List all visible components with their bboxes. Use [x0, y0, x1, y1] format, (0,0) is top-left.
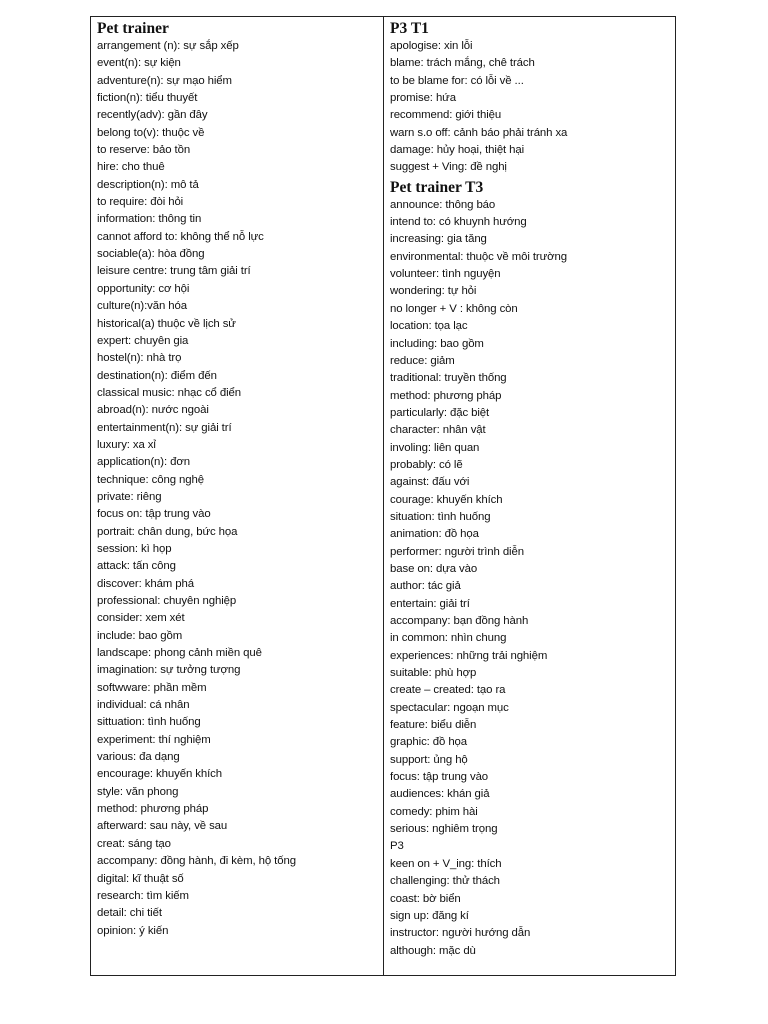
pet-trainer-t3-entry-list — [390, 197, 675, 960]
vocab-entry: private: riêng — [97, 490, 162, 503]
vocab-entry: research: tìm kiếm — [97, 889, 189, 902]
vocab-entry: individual: cá nhân — [97, 699, 190, 712]
vocab-entry: historical(a) thuộc về lịch sử — [97, 317, 236, 330]
vocab-entry: destination(n): điểm đến — [97, 369, 217, 382]
vocab-entry: reduce: giảm — [390, 354, 455, 367]
p3-t1-heading: P3 T1 — [390, 20, 429, 37]
vocab-entry: discover: khám phá — [97, 577, 194, 590]
vocab-entry: blame: trách mắng, chê trách — [390, 57, 535, 70]
vocab-entry: focus: tập trung vào — [390, 771, 489, 784]
vocab-entry: apologise: xin lỗi — [390, 40, 473, 52]
vocab-entry: attack: tấn công — [97, 560, 176, 573]
vocab-entry: entertainment(n): sự giải trí — [97, 421, 232, 434]
vocab-entry: culture(n):văn hóa — [97, 300, 188, 313]
vocab-entry: environmental: thuộc về môi trường — [390, 250, 567, 263]
vocab-entry: creat: sáng tạo — [97, 837, 171, 850]
vocab-entry: sign up: đăng kí — [390, 909, 469, 922]
vocab-entry: experiences: những trải nghiệm — [390, 649, 548, 662]
left-entry-list — [97, 38, 383, 940]
vocab-entry: volunteer: tình nguyện — [390, 268, 501, 281]
vocab-entry: sittuation: tình huống — [97, 716, 201, 729]
vocab-entry: spectacular: ngoạn mục — [390, 701, 509, 714]
vocab-entry: belong to(v): thuộc về — [97, 126, 205, 139]
vocab-entry: involing: liên quan — [390, 441, 480, 454]
vocab-entry: probably: có lẽ — [390, 458, 463, 471]
vocab-entry: audiences: khán giả — [390, 788, 490, 801]
vocab-entry: character: nhân vật — [390, 424, 486, 437]
vocab-entry: portrait: chân dung, bức họa — [97, 525, 238, 538]
vocab-entry: technique: công nghệ — [97, 473, 204, 486]
vocab-entry: challenging: thử thách — [390, 875, 500, 888]
vocab-entry: experiment: thí nghiệm — [97, 733, 211, 746]
vocab-entry: accompany: bạn đồng hành — [390, 615, 529, 627]
vocab-entry: graphic: đồ họa — [390, 736, 468, 749]
vocab-entry: consider: xem xét — [97, 612, 185, 625]
vocab-entry: location: tọa lạc — [390, 320, 468, 333]
vocab-entry: leisure centre: trung tâm giải trí — [97, 265, 251, 278]
vocab-entry: landscape: phong cảnh miền quê — [97, 647, 262, 660]
vocab-entry: classical music: nhạc cổ điển — [97, 386, 241, 399]
vocab-entry: adventure(n): sự mạo hiểm — [97, 74, 232, 87]
vocab-entry: comedy: phim hài — [390, 805, 478, 818]
vocab-entry: afterward: sau này, về sau — [97, 820, 228, 833]
vocab-entry: style: văn phong — [97, 785, 179, 798]
vocab-entry: wondering: tự hỏi — [390, 285, 477, 298]
vocab-entry: accompany: đồng hành, đi kèm, hộ tống — [97, 855, 296, 868]
vocab-entry: coast: bờ biển — [390, 892, 461, 905]
vocab-entry: imagination: sự tưởng tượng — [97, 664, 241, 677]
vocab-entry: suggest + Ving: đề nghị — [390, 161, 507, 174]
vocab-entry: to require: đòi hỏi — [97, 196, 184, 209]
vocab-entry: intend to: có khuynh hướng — [390, 216, 527, 229]
vocab-entry: damage: hủy hoại, thiệt hại — [390, 144, 525, 157]
vocab-entry: suitable: phù hợp — [390, 667, 477, 680]
vocab-entry: including: bao gồm — [390, 337, 484, 350]
vocab-entry: keen on + V_ing: thích — [390, 857, 502, 870]
vocab-entry: information: thông tin — [97, 213, 202, 226]
vocab-entry: base on: dựa vào — [390, 562, 478, 575]
vocab-entry: session: kì họp — [97, 542, 172, 555]
vocab-entry: courage: khuyến khích — [390, 493, 503, 506]
vocab-entry: include: bao gồm — [97, 629, 183, 642]
vocab-entry: serious: nghiêm trọng — [390, 823, 498, 836]
vocab-entry: hostel(n): nhà trọ — [97, 352, 182, 365]
vocab-entry: promise: hứa — [390, 92, 456, 105]
vocab-entry: arrangement (n): sự sắp xếp — [97, 40, 239, 52]
vocabulary-table — [90, 16, 676, 976]
vocab-entry: instructor: người hướng dẫn — [390, 927, 531, 940]
vocab-entry: no longer + V : không còn — [390, 302, 518, 315]
vocab-entry: cannot afford to: không thể nỗ lực — [97, 230, 264, 243]
vocab-entry: method: phương pháp — [97, 803, 209, 816]
vocab-entry: increasing: gia tăng — [390, 233, 487, 246]
vocab-entry: entertain: giải trí — [390, 597, 470, 610]
vocab-entry: recommend: giới thiệu — [390, 109, 502, 122]
vocab-entry: although: mặc dù — [390, 944, 476, 957]
vocab-entry: situation: tình huống — [390, 510, 491, 523]
vocab-entry: description(n): mô tả — [97, 178, 199, 191]
vocab-entry: sociable(a): hòa đồng — [97, 248, 205, 261]
vocab-entry: event(n): sự kiện — [97, 57, 181, 70]
vocab-entry: luxury: xa xỉ — [97, 438, 156, 451]
vocab-entry: opinion: ý kiến — [97, 924, 169, 937]
vocab-entry: to be blame for: có lỗi về ... — [390, 74, 524, 87]
vocab-entry: in common: nhìn chung — [390, 632, 507, 645]
vocab-entry: method: phương pháp — [390, 389, 502, 402]
left-column — [91, 17, 384, 975]
vocab-entry: author: tác giả — [390, 580, 461, 593]
vocab-entry: abroad(n): nước ngoài — [97, 404, 209, 417]
vocab-entry: expert: chuyên gia — [97, 334, 189, 347]
vocab-entry: detail: chi tiết — [97, 907, 162, 920]
vocab-entry: application(n): đơn — [97, 456, 190, 469]
pet-trainer-t3-heading: Pet trainer T3 — [390, 178, 484, 196]
vocab-entry: to reserve: bảo tồn — [97, 144, 191, 157]
vocab-entry: support: ủng hộ — [390, 753, 468, 766]
vocab-entry: opportunity: cơ hội — [97, 282, 190, 295]
vocab-entry: fiction(n): tiểu thuyết — [97, 92, 198, 105]
vocab-entry: various: đa dạng — [97, 751, 180, 764]
vocab-entry: feature: biểu diễn — [390, 719, 477, 732]
left-column-heading: Pet trainer — [97, 20, 169, 37]
vocab-entry: hire: cho thuê — [97, 161, 165, 174]
vocab-entry: traditional: truyền thống — [390, 372, 507, 385]
vocab-entry: particularly: đặc biệt — [390, 406, 490, 419]
vocab-entry: recently(adv): gần đây — [97, 109, 208, 122]
vocab-entry: warn s.o off: cảnh báo phải tránh xa — [390, 126, 568, 139]
vocab-entry: create – created: tạo ra — [390, 684, 506, 697]
vocab-entry: animation: đồ họa — [390, 528, 479, 541]
vocab-entry: P3 — [390, 840, 404, 853]
right-column — [384, 17, 675, 975]
vocab-entry: digital: kĩ thuật số — [97, 872, 184, 885]
p3-t1-entry-list — [390, 38, 675, 177]
vocab-entry: encourage: khuyến khích — [97, 768, 222, 781]
vocab-entry: announce: thông báo — [390, 198, 496, 211]
vocab-entry: softwware: phần mềm — [97, 681, 207, 694]
vocab-entry: focus on: tập trung vào — [97, 508, 211, 521]
vocab-entry: performer: người trình diễn — [390, 545, 524, 558]
vocab-entry: against: đấu với — [390, 476, 470, 489]
vocab-entry: professional: chuyên nghiệp — [97, 595, 237, 607]
